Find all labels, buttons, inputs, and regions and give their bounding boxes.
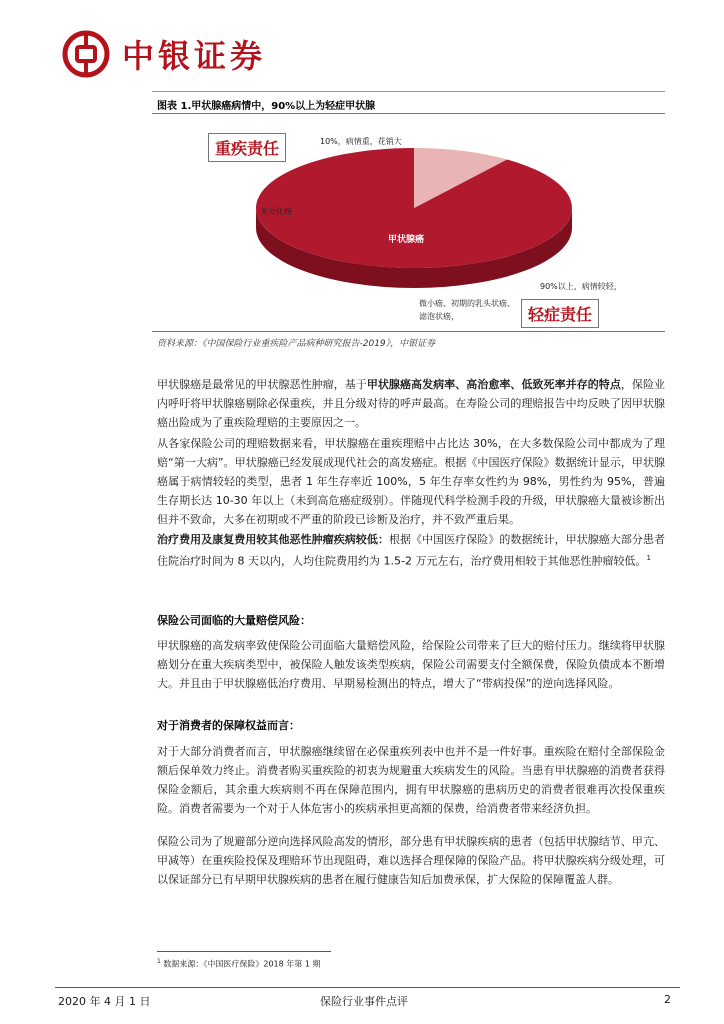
note-cancer-types: 微小癌、初期的乳头状癌、滤泡状癌， <box>419 299 515 321</box>
callout-light-illness: 轻症责任 <box>521 299 599 328</box>
paragraph-6: 保险公司为了规避部分逆向选择风险高发的情形，部分患有甲状腺疾病的患者（包括甲状腺结节、甲亢、甲减等）在重疾险投保及理赔环节出现阻碍，难以选择合理保障的保险产品。将甲状腺疾病分级处理，可以保证部分已有早期甲状腺疾病的患者在履行健康告知后加费承保，扩大保险的保障覆盖人群。 <box>157 835 665 886</box>
note-major-share: 90%以上，病情较轻， <box>540 282 622 291</box>
footer-title: 保险行业事件点评 <box>320 995 408 1008</box>
footnote-text: 数据来源：《中国医疗保险》2018 年第 1 期 <box>163 959 321 969</box>
page-number: 2 <box>664 993 671 1006</box>
header-divider <box>152 91 665 92</box>
bank-of-china-logo-icon <box>62 30 110 78</box>
figure-top-rule <box>152 113 665 114</box>
footer-date: 2020 年 4 月 1 日 <box>58 995 151 1008</box>
paragraph-3 <box>157 530 665 571</box>
callout-heavy-illness: 重疾责任 <box>208 133 286 162</box>
note-minor-share: 10%，病情重，花销大 <box>320 137 402 146</box>
paragraph-1 <box>157 375 665 432</box>
footnote-divider <box>157 951 331 952</box>
slice-label-major: 甲状腺癌 <box>388 235 425 245</box>
footnote-ref[interactable]: 1 <box>646 554 651 562</box>
figure-bottom-rule <box>152 331 665 332</box>
paragraph-1-emphasis: 甲状腺癌高发病率、高治愈率、低致死率并存的特点 <box>366 378 621 391</box>
brand-header <box>62 30 266 78</box>
footer-divider <box>55 987 680 988</box>
figure-source: 资料来源：《中国保险行业重疾险产品病种研究报告-2019》，中银证券 <box>157 339 436 349</box>
paragraph-3-text: 根据《中国医疗保险》的数据统计，甲状腺癌大部分患者住院治疗时间为 8 天以内，人均住院费用约为 1.5-2 万元左右，治疗费用相较于其他恶性肿瘤较低。 <box>157 533 666 568</box>
figure-title: 图表 1.甲状腺癌病情中，90%以上为轻症甲状腺 <box>157 101 376 112</box>
paragraph-3-lead: 治疗费用及康复费用较其他恶性肿瘤疾病较低： <box>157 533 389 546</box>
section-heading-consumer: 对于消费者的保障权益而言： <box>157 719 300 732</box>
paragraph-5: 对于大部分消费者而言，甲状腺癌继续留在必保重疾列表中也并不是一件好事。重疾险在赔付全部保险金额后保单效力终止。消费者购买重疾险的初衷为规避重大疾病发生的风险。当患有甲状腺癌的消费者获得保险金额后，其余重大疾病则不再在保障范围内，拥有甲状腺癌的患病历史的消费者很难再次投保重疾险。消费者需要为一个对于人体危害小的疾病承担更高额的保费，给消费者带来经济负担。 <box>157 745 665 815</box>
slice-label-minor: 未分化癌 <box>260 207 292 216</box>
footnote-mark: 1 <box>157 958 161 965</box>
footnote <box>157 958 320 970</box>
brand-name: 中银证券 <box>122 37 267 75</box>
section-heading-insurer-risk: 保险公司面临的大量赔偿风险： <box>157 614 311 627</box>
paragraph-1-text: 甲状腺癌是最常见的甲状腺恶性肿瘤，基于甲状腺癌高发病率、高治愈率、低致死率并存的特点，保险业内呼吁将甲状腺癌剔除必保重疾，并且分级对待的呼声最高。在寿险公司的理赔报告中均反映了因甲状腺癌出险成为了重疾险理赔的主要原因之一。 <box>157 378 666 429</box>
paragraph-2: 从各家保险公司的理赔数据来看，甲状腺癌在重疾理赔中占比达 30%，在大多数保险公司中都成为了理赔“第一大病”。甲状腺癌已经发展成现代社会的高发癌症。根据《中国医疗保险》数据统计显示，甲状腺癌属于病情较轻的类型，患者 1 年生存率近 100%，5 年生存率女性约为 98%，男性约为 95%，普遍生存期长达 10-30 年以上（未到高危癌症级别）。伴随现代科学检测手段的升级，甲状腺癌大量被诊断出但并不致命，大多在初期或不严重的阶段已诊断及治疗，并不致严重后果。 <box>157 437 665 526</box>
paragraph-4: 甲状腺癌的高发病率致使保险公司面临大量赔偿风险，给保险公司带来了巨大的赔付压力。继续将甲状腺癌划分在重大疾病类型中，被保险人触发该类型疾病，保险公司需要支付全额保费，保险负债成本不断增大。并且由于甲状腺癌低治疗费用、早期易检测出的特点，增大了“带病投保”的逆向选择风险。 <box>157 639 665 690</box>
